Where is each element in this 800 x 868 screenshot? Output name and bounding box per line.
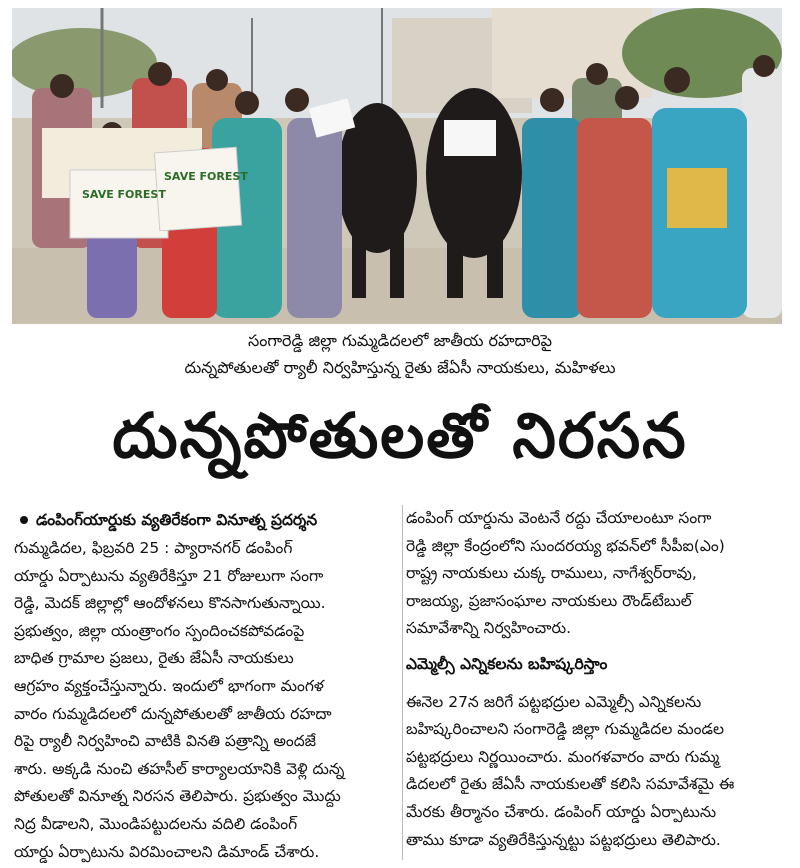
paragraph-line: తాము కూడా వ్యతిరేకిస్తున్నట్టు పట్టభద్రులు తెలిపారు.: [406, 830, 721, 849]
caption-line-2: దున్నపోతులతో ర్యాలీ నిర్వహిస్తున్న రైతు జేఏసీ నాయకులు, మహిళలు: [184, 358, 616, 377]
paragraph-line: ఆగ్రహం వ్యక్తంచేస్తున్నారు. ఇందులో భాగంగా మంగళ: [14, 676, 324, 695]
paragraph-line: యార్డు ఏర్పాటును విరమించాలని డిమాండ్ చేశారు.: [14, 842, 320, 861]
left-column: [14, 505, 400, 866]
protest-photo-drawing: [12, 8, 782, 324]
placard-left: SAVE FOREST: [82, 188, 166, 201]
paragraph-line: మేరకు తీర్మానం చేశారు. డంపింగ్ యార్డు ఏర్పాటును: [406, 802, 717, 821]
paragraph-line: రాష్ట్ర నాయకులు చుక్క రాములు, నాగేశ్వర్‌రావు,: [406, 564, 697, 583]
paragraph-line: రిపై ర్యాలీ నిర్వహించి వాటికి వినతి పత్రాన్ని అందజే: [14, 732, 317, 751]
bullet-dot-icon: [20, 516, 28, 524]
subheading: ఎమ్మెల్సీ ఎన్నికలను బహిష్కరిస్తాం: [406, 654, 608, 673]
paragraph-line: వారం గుమ్మడిదలలో దున్నపోతులతో జాతీయ రహదా: [14, 704, 332, 723]
protest-photo: [12, 8, 782, 324]
paragraph-line: డంపింగ్ యార్డును వెంటనే రద్దు చేయాలంటూ సంగా: [406, 509, 712, 527]
paragraph-line: సమావేశాన్ని నిర్వహించారు.: [406, 619, 572, 638]
paragraph-line: ప్రభుత్వం, జిల్లా యంత్రాంగం స్పందించకపోవడంపై: [14, 621, 305, 640]
paragraph-line: రెడ్డి, మెదక్ జిల్లాల్లో ఆందోళనలు కొనసాగుతున్నాయి.: [14, 594, 326, 613]
bullet-heading: [14, 505, 400, 535]
paragraph-line: బహిష్కరించాలని సంగారెడ్డి జిల్లా గుమ్మడిదల మండల: [406, 720, 724, 739]
paragraph-line: పోతులతో వినూత్న నిరసన తెలిపారు. ప్రభుత్వం మొద్దు: [14, 787, 341, 806]
paragraph-line: శారు. అక్కడి నుంచి తహసీల్ కార్యాలయానికి వెళ్లి దున్న: [14, 759, 345, 778]
paragraph-line: డిదలలో రైతు జేఏసీ నాయకులతో కలిసి సమావేశమై ఈ: [406, 775, 735, 794]
paragraph-line: నిద్ర వీడాలని, మొండిపట్టుదలను వదిలి డంపింగ్: [14, 814, 298, 833]
paragraph-line: యార్డు ఏర్పాటును వ్యతిరేకిస్తూ 21 రోజులుగా సంగా: [14, 566, 324, 585]
headline: దున్నపోతులతో నిరసన: [112, 399, 688, 472]
paragraph-line: రాజయ్య, ప్రజాసంఘాల నాయకులు రౌండ్‌టేబుల్: [406, 591, 692, 610]
column-divider: [402, 505, 403, 860]
paragraph-line: గుమ్మడిదల, ఫిబ్రవరి 25 : ప్యారానగర్ డంపింగ్: [14, 539, 293, 557]
paragraph-line: రెడ్డి జిల్లా కేంద్రంలోని సుందరయ్య భవన్‌లో సీపీఐ(ఎం): [406, 536, 725, 555]
paragraph-line: ఈనెల 27న జరిగే పట్టభద్రుల ఎమ్మెల్సీ ఎన్నికలను: [406, 692, 702, 711]
photo-caption: [0, 327, 800, 381]
paragraph-line: పట్టభద్రులు నిర్ణయించారు. మంగళవారం వారు గుమ్మ: [406, 747, 720, 766]
caption-line-1: సంగారెడ్డి జిల్లా గుమ్మడిదలలో జాతీయ రహదారిపై: [247, 331, 553, 350]
bullet-heading-text: డంపింగ్‌యార్డుకు వ్యతిరేకంగా వినూత్న ప్రదర్శన: [36, 511, 318, 529]
paragraph-line: బాధిత గ్రామాల ప్రజలు, రైతు జేఏసీ నాయకులు: [14, 649, 294, 668]
placard-right: SAVE FOREST: [164, 170, 248, 183]
right-column: [406, 505, 786, 854]
